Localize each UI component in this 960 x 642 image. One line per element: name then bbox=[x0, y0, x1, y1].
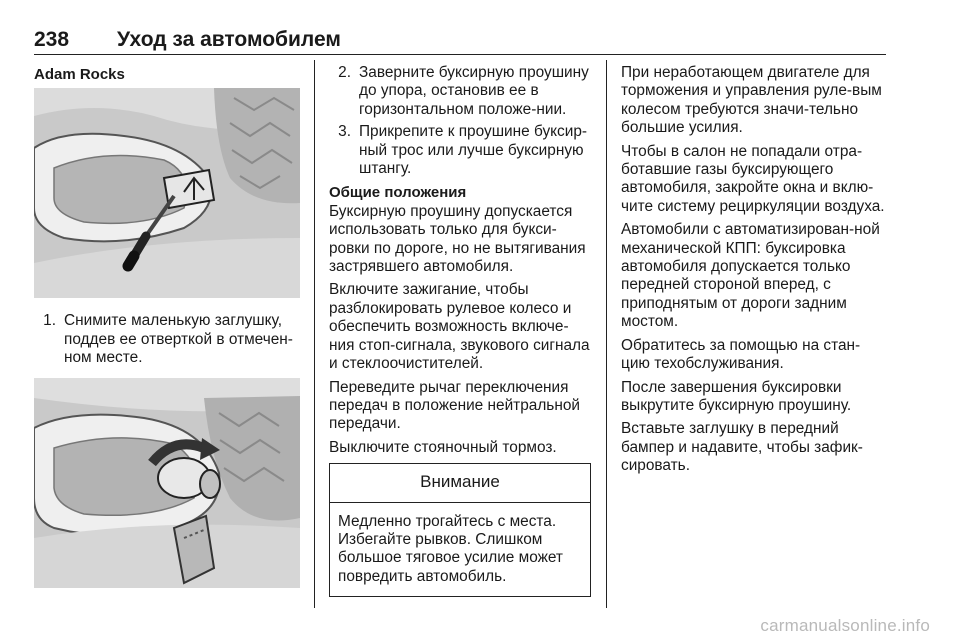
caution-box bbox=[329, 463, 591, 597]
step-2-number: 2. bbox=[338, 64, 351, 81]
left-column bbox=[34, 60, 300, 588]
model-heading: Adam Rocks bbox=[34, 66, 125, 83]
paragraph: Автомобили с автоматизирован-ной механической КПП: буксировка автомобиля допускается только передней стороной вперед, с приподнятым от дороги задним мостом. bbox=[621, 221, 880, 331]
column-divider-2 bbox=[606, 60, 607, 608]
general-heading: Общие положения bbox=[329, 184, 467, 202]
page-number: 238 bbox=[34, 28, 70, 51]
step-1-text: Снимите маленькую заглушку, поддев ее отверткой в отмечен-ном месте. bbox=[64, 312, 293, 367]
column-divider-1 bbox=[314, 60, 315, 608]
paragraph: Выключите стояночный тормоз. bbox=[329, 438, 557, 456]
page-title: Уход за автомобилем bbox=[117, 28, 341, 51]
caution-text: Медленно трогайтесь с места. Избегайте рывков. Слишком большое тяговое усилие может повредить автомобиль. bbox=[338, 512, 563, 585]
paragraph: Обратитесь за помощью на стан-цию техобслуживания. bbox=[621, 336, 861, 373]
paragraph: Переведите рычаг переключения передач в положение нейтральной передачи. bbox=[329, 378, 580, 433]
watermark: carmanualsonline.info bbox=[760, 616, 930, 635]
paragraph: Вставьте заглушку в передний бампер и надавите, чтобы зафик-сировать. bbox=[621, 420, 863, 475]
paragraph: Чтобы в салон не попадали отра-ботавшие газы буксирующего автомобиля, закройте окна и вклю-чите систему рециркуляции воздуха. bbox=[621, 142, 885, 215]
step-3 bbox=[329, 123, 591, 178]
paragraph: После завершения буксировки выкрутите буксирную проушину. bbox=[621, 378, 852, 414]
step-1 bbox=[34, 312, 300, 367]
caution-title: Внимание bbox=[330, 464, 590, 502]
header-rule bbox=[34, 54, 886, 55]
towing-eye-installation-illustration bbox=[34, 378, 300, 588]
bumper-cap-removal-illustration bbox=[34, 88, 300, 298]
step-2 bbox=[329, 64, 591, 119]
step-1-number: 1. bbox=[43, 312, 56, 330]
step-3-number: 3. bbox=[338, 123, 351, 141]
step-2-text: Заверните буксирную проушину до упора, остановив ее в горизонтальном положе-нии. bbox=[359, 64, 589, 118]
step-3-text: Прикрепите к проушине буксир-ный трос или лучше буксирную штангу. bbox=[359, 123, 588, 178]
paragraph: Буксирную проушину допускается использовать только для букси-ровки по дороге, но не вытягивания застрявшего автомобиля. bbox=[329, 202, 586, 276]
right-column bbox=[621, 64, 887, 481]
paragraph: Включите зажигание, чтобы разблокировать рулевое колесо и обеспечить возможность включе-ния стоп-сигнала, звукового сигнала и стеклоочистителей. bbox=[329, 281, 590, 373]
paragraph: При неработающем двигателе для торможения и управления руле-вым колесом требуются значи-тельно большие усилия. bbox=[621, 64, 882, 137]
middle-column bbox=[329, 64, 591, 597]
